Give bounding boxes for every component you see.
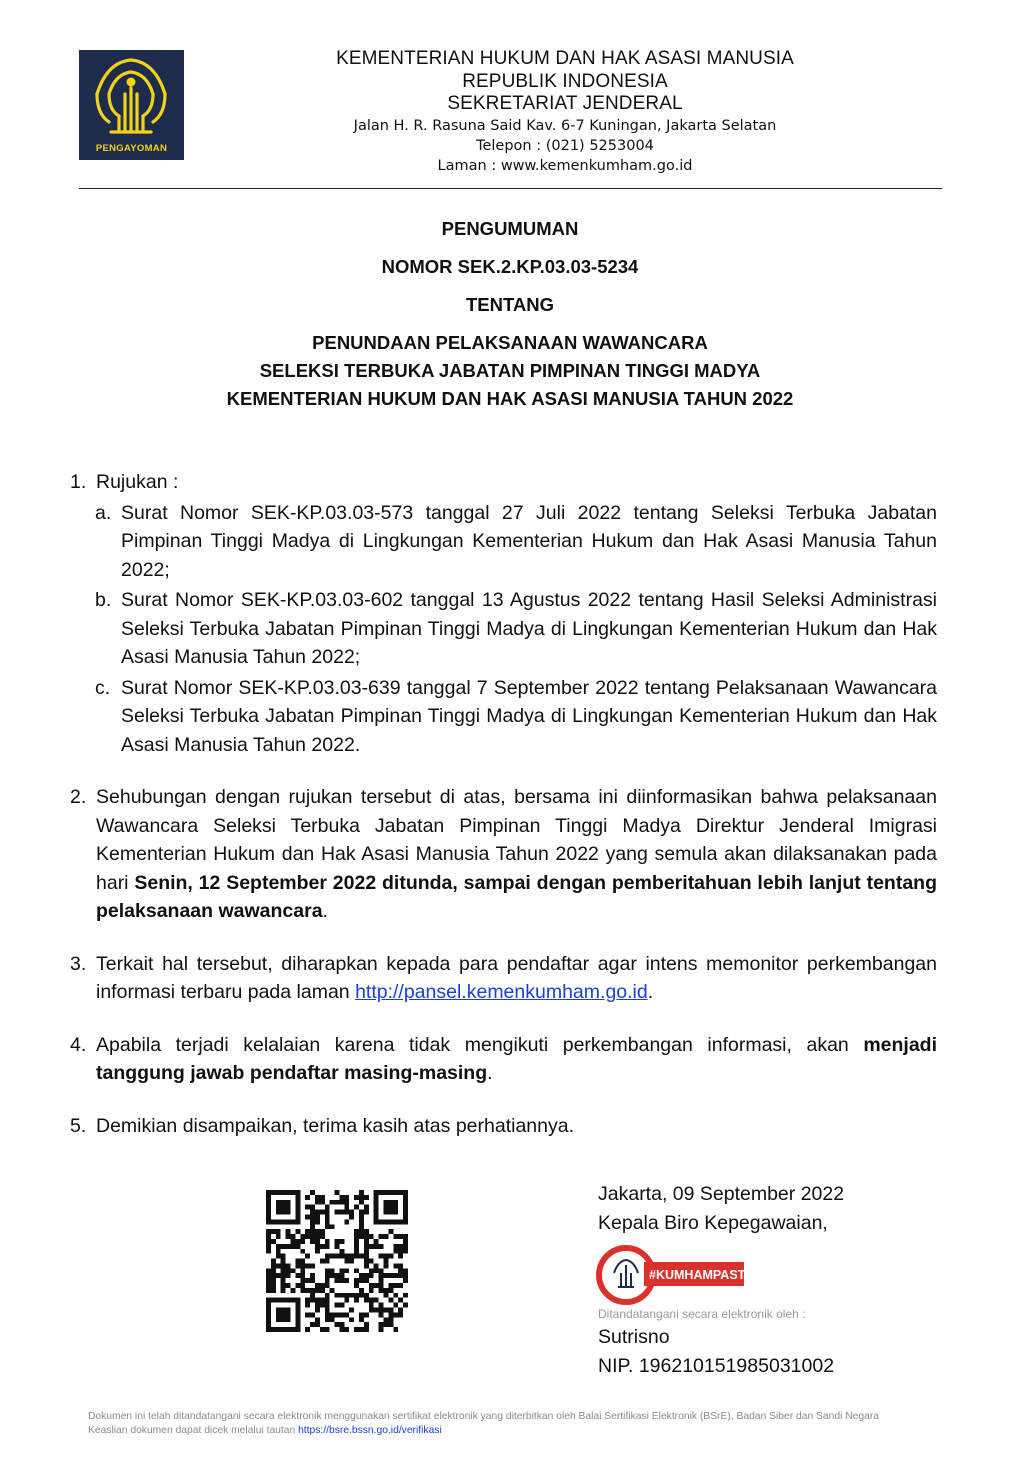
footer-line-1: Dokumen ini telah ditandatangani secara elektronik menggunakan sertifikat elektronik yang diterbitkan oleh Balai Sertifikasi Elektronik (BSrE), Badan Siber dan Sandi Negara xyxy=(88,1411,880,1422)
signer-nip: NIP. 196210151985031002 xyxy=(598,1354,835,1377)
reference-text: Surat Nomor SEK-KP.03.03-573 tanggal 27 Juli 2022 tentang Seleksi Terbuka Jabatan Pimpinan Tinggi Madya di Lingkungan Kementerian Hukum dan Hak Asasi Manusia Tahun 2022; xyxy=(121,501,937,581)
announcement-about: TENTANG xyxy=(465,294,555,315)
list-item xyxy=(70,950,937,1007)
pansel-website-link[interactable]: http://pansel.kemenkumham.go.id xyxy=(355,981,648,1003)
announcement-body xyxy=(70,468,937,1140)
seal-text: #KUMHAMPASTI xyxy=(649,1268,749,1282)
list-item xyxy=(70,468,937,497)
qr-code xyxy=(266,1190,408,1332)
item-text: Apabila terjadi kelalaian karena tidak mengikuti perkembangan informasi, akan xyxy=(96,1033,864,1056)
signer-position: Kepala Biro Kepegawaian, xyxy=(598,1211,828,1234)
signer-name: Sutrisno xyxy=(598,1326,670,1348)
item-number: 2. xyxy=(70,786,87,808)
item-number: 1. xyxy=(70,471,87,493)
item-text: Demikian disampaikan, terima kasih atas perhatiannya. xyxy=(96,1114,574,1137)
reference-letter: c. xyxy=(95,676,111,699)
item-end: . xyxy=(322,900,328,922)
signature-block xyxy=(598,1180,844,1237)
list-item xyxy=(70,1031,937,1088)
reference-item xyxy=(95,499,937,585)
item-end: . xyxy=(487,1062,493,1084)
reference-text: Surat Nomor SEK-KP.03.03-602 tanggal 13 Agustus 2022 tentang Hasil Seleksi Administrasi Seleksi Terbuka Jabatan Pimpinan Tinggi Madya di Lingkungan Kementerian Hukum dan Hak Asasi Manusia Tahun 2022; xyxy=(121,589,937,668)
kumhampasti-seal-icon xyxy=(596,1245,756,1305)
country-name: REPUBLIK INDONESIA xyxy=(462,70,668,92)
postponement-notice: Senin, 12 September 2022 ditunda, sampai dengan pemberitahuan lebih lanjut tentang pelaksanaan wawancara xyxy=(96,871,937,922)
verification-link[interactable]: https://bsre.bssn.go.id/verifikasi xyxy=(298,1425,442,1436)
reference-letter: a. xyxy=(95,501,112,524)
letterhead xyxy=(250,48,880,176)
item-number: 3. xyxy=(70,952,87,975)
list-item xyxy=(70,783,937,926)
list-item xyxy=(70,1112,937,1141)
references-label: Rujukan : xyxy=(96,471,179,493)
header-divider xyxy=(79,188,942,189)
reference-text: Surat Nomor SEK-KP.03.03-639 tanggal 7 September 2022 tentang Pelaksanaan Wawancara Seleksi Terbuka Jabatan Pimpinan Tinggi Madya di Lingkungan Kementerian Hukum dan Hak Asasi Manusia Tahun 2022. xyxy=(121,676,937,756)
ministry-name: KEMENTERIAN HUKUM DAN HAK ASASI MANUSIA xyxy=(336,48,794,69)
item-end: . xyxy=(647,981,654,1003)
footer-line-2: Keaslian dokumen dapat dicek melalui tautan xyxy=(88,1425,299,1436)
ministry-logo xyxy=(79,50,184,160)
place-date: Jakarta, 09 September 2022 xyxy=(598,1183,845,1205)
address: Jalan H. R. Rasuna Said Kav. 6-7 Kuningan, Jakarta Selatan xyxy=(353,117,777,134)
signer xyxy=(598,1323,834,1380)
logo-label: PENGAYOMAN xyxy=(95,143,168,154)
bsre-footer xyxy=(88,1410,948,1438)
reference-letter: b. xyxy=(95,589,112,611)
subject-line-2: SELEKSI TERBUKA JABATAN PIMPINAN TINGGI MADYA xyxy=(259,360,761,381)
subject-line-3: KEMENTERIAN HUKUM DAN HAK ASASI MANUSIA TAHUN 2022 xyxy=(226,388,794,409)
announcement-number: NOMOR SEK.2.KP.03.03-5234 xyxy=(381,256,639,277)
secretariat-name: SEKRETARIAT JENDERAL xyxy=(447,93,683,114)
announcement-title-block xyxy=(100,215,920,413)
reference-item xyxy=(95,674,937,760)
kumhampasti-seal xyxy=(596,1245,756,1305)
phone: Telepon : (021) 5253004 xyxy=(476,137,654,154)
subject-line-1: PENUNDAAN PELAKSANAAN WAWANCARA xyxy=(312,332,708,353)
announcement-heading: PENGUMUMAN xyxy=(441,218,579,239)
esign-note: Ditandatangani secara elektronik oleh : xyxy=(598,1307,806,1321)
reference-item xyxy=(95,586,937,672)
responsibility-notice: menjadi tanggung jawab pendaftar masing-masing xyxy=(96,1033,937,1084)
item-text: Sehubungan dengan rujukan tersebut di atas, bersama ini diinformasikan bahwa pelaksanaan Wawancara Seleksi Terbuka Jabatan Pimpinan Tinggi Madya Direktur Jenderal Imigrasi Kementerian Hukum dan Hak Asasi Manusia Tahun 2022 yang semula akan dilaksanakan pada hari xyxy=(96,786,937,894)
item-number: 5. xyxy=(70,1114,87,1137)
website: Laman : www.kemenkumham.go.id xyxy=(437,157,693,174)
item-text: Terkait hal tersebut, diharapkan kepada para pendaftar agar intens memonitor perkembangan informasi terbaru pada laman xyxy=(96,952,937,1003)
item-number: 4. xyxy=(70,1033,87,1056)
